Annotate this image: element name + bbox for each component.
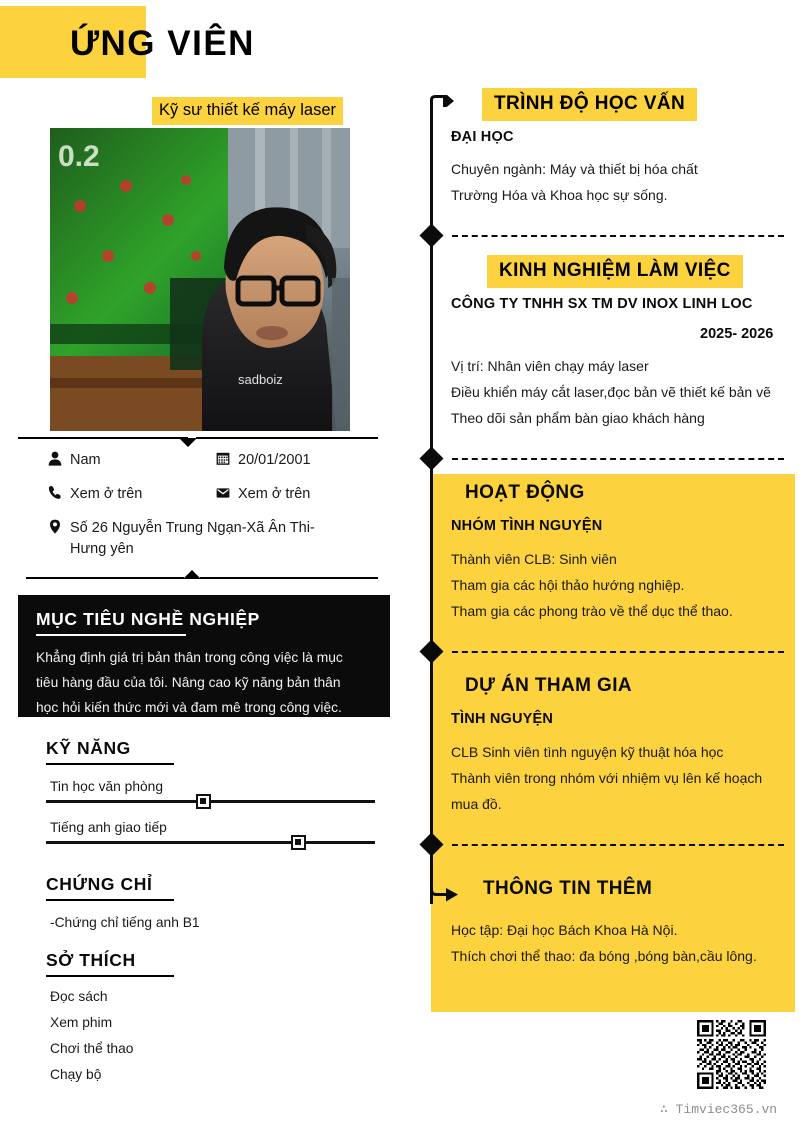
activities-subtitle: NHÓM TÌNH NGUYỆN	[451, 518, 603, 534]
contact-phone-value: Xem ở trên	[70, 486, 143, 502]
skill-item	[46, 816, 375, 844]
activities-detail	[451, 546, 791, 624]
skill-name: Tin học văn phòng	[50, 779, 164, 794]
contact-address-line2: Hưng yên	[70, 541, 134, 557]
additional-line-2: Thích chơi thể thao: đa bóng ,bóng bàn,cầu lông.	[451, 948, 757, 964]
experience-detail	[451, 353, 796, 431]
contact-email-value: Xem ở trên	[238, 486, 311, 502]
timeline-arrow-bottom-icon	[430, 877, 460, 903]
contact-address-value	[70, 518, 315, 560]
page-title: ỨNG VIÊN	[70, 24, 255, 63]
skill-slider-knob[interactable]	[196, 794, 211, 809]
calendar-icon	[216, 450, 238, 466]
contact-phone	[48, 484, 142, 505]
career-objective-body	[36, 645, 372, 720]
certificates-title: CHỨNG CHỈ	[46, 874, 153, 894]
experience-line-2: Điều khiển máy cắt laser,đọc bản vẽ thiết kế bản vẽ	[451, 384, 771, 400]
divider-bottom-right	[200, 577, 378, 579]
contact-row-2	[26, 484, 386, 518]
hobby-item: Đọc sách	[50, 989, 108, 1004]
projects-line-2: Thành viên trong nhóm với nhiệm vụ lên kế hoạch	[451, 770, 763, 786]
projects-line-3: mua đồ.	[451, 796, 502, 812]
hobbies-section	[46, 948, 376, 1088]
hobbies-title: SỞ THÍCH	[46, 950, 136, 970]
experience-title: KINH NGHIỆM LÀM VIỆC	[487, 255, 743, 288]
contact-address	[48, 518, 378, 560]
education-line-1: Chuyên ngành: Máy và thiết bị hóa chất	[451, 161, 698, 177]
section-separator	[452, 844, 784, 846]
envelope-icon	[216, 484, 238, 500]
objective-line-3: học hỏi kiến thức mới và đam mê trong công việc.	[36, 700, 342, 715]
education-line-2: Trường Hóa và Khoa học sự sống.	[451, 187, 668, 203]
timeline-arrow-top-icon	[430, 95, 456, 107]
activities-title: HOẠT ĐỘNG	[465, 482, 585, 503]
additional-info-title: THÔNG TIN THÊM	[483, 878, 653, 899]
objective-line-2: tiêu hàng đầu của tôi. Nâng cao kỹ năng bản thân	[36, 675, 341, 690]
career-objective-title: MỤC TIÊU NGHỀ NGHIỆP	[36, 609, 260, 629]
experience-line-1: Vị trí: Nhân viên chạy máy laser	[451, 358, 649, 374]
skill-item	[46, 775, 375, 803]
experience-company: CÔNG TY TNHH SX TM DV INOX LINH LOC	[451, 296, 753, 312]
projects-line-1: CLB Sinh viên tình nguyện kỹ thuật hóa học	[451, 744, 724, 760]
contact-address-line1: Số 26 Nguyễn Trung Ngạn-Xã Ân Thi-	[70, 520, 315, 536]
divider-caret-down-icon	[179, 438, 197, 447]
skills-section	[46, 736, 376, 844]
skill-name: Tiếng anh giao tiếp	[50, 820, 167, 835]
contact-email	[216, 484, 310, 505]
projects-detail	[451, 739, 796, 817]
contact-gender-value: Nam	[70, 452, 101, 468]
activities-line-2: Tham gia các hội thảo hướng nghiệp.	[451, 577, 685, 593]
phone-icon	[48, 484, 70, 500]
contact-birthday	[216, 450, 311, 471]
section-separator	[452, 235, 784, 237]
contact-row-3	[26, 518, 386, 568]
certificates-section	[46, 872, 376, 936]
contact-row-1	[26, 450, 386, 484]
objective-line-1: Khẳng định giá trị bản thân trong công việc là mục	[36, 650, 343, 665]
career-objective-section	[18, 595, 390, 717]
divider-bottom	[26, 577, 184, 579]
contact-gender	[48, 450, 101, 471]
section-separator	[452, 458, 784, 460]
svg-text:sadboiz: sadboiz	[238, 372, 283, 387]
person-icon	[48, 450, 70, 466]
skill-slider-track[interactable]	[46, 841, 375, 844]
divider-caret-up-icon	[183, 570, 201, 579]
hobby-item: Chơi thể thao	[50, 1041, 134, 1056]
hobby-item: Xem phim	[50, 1015, 113, 1030]
career-objective-rule	[36, 634, 186, 636]
contact-list	[26, 450, 386, 568]
additional-line-1: Học tập: Đại học Bách Khoa Hà Nội.	[451, 922, 678, 938]
qr-code	[695, 1020, 768, 1089]
skills-title: KỸ NĂNG	[46, 738, 131, 758]
brand-label: ∴ Timviec365.vn	[660, 1102, 778, 1117]
location-pin-icon	[48, 518, 70, 534]
candidate-photo	[50, 128, 350, 431]
hobby-item: Chạy bộ	[50, 1067, 102, 1082]
hobbies-rule	[46, 975, 174, 977]
divider-top-right	[196, 437, 378, 439]
certificates-rule	[46, 899, 174, 901]
activities-line-1: Thành viên CLB: Sinh viên	[451, 551, 617, 567]
projects-title: DỰ ÁN THAM GIA	[465, 675, 633, 696]
timeline-marker	[419, 446, 443, 470]
skills-rule	[46, 763, 174, 765]
activities-line-3: Tham gia các phong trào về thể dục thể thao.	[451, 603, 733, 619]
section-separator	[452, 651, 784, 653]
projects-subtitle: TÌNH NGUYỆN	[451, 711, 554, 727]
skill-slider-track[interactable]	[46, 800, 375, 803]
experience-period: 2025- 2026	[700, 326, 774, 342]
education-title: TRÌNH ĐỘ HỌC VẤN	[482, 88, 697, 121]
svg-text:0.2: 0.2	[58, 140, 100, 173]
certificate-item: -Chứng chỉ tiếng anh B1	[50, 915, 200, 930]
additional-info-detail	[451, 917, 796, 969]
skill-slider-knob[interactable]	[291, 835, 306, 850]
education-detail	[451, 156, 791, 208]
contact-birthday-value: 20/01/2001	[238, 452, 311, 468]
experience-line-3: Theo dõi sản phẩm bàn giao khách hàng	[451, 410, 705, 426]
divider-top	[18, 437, 188, 439]
job-title-tag: Kỹ sư thiết kế máy laser	[152, 97, 343, 125]
timeline-marker	[419, 223, 443, 247]
education-level: ĐẠI HỌC	[451, 129, 514, 145]
